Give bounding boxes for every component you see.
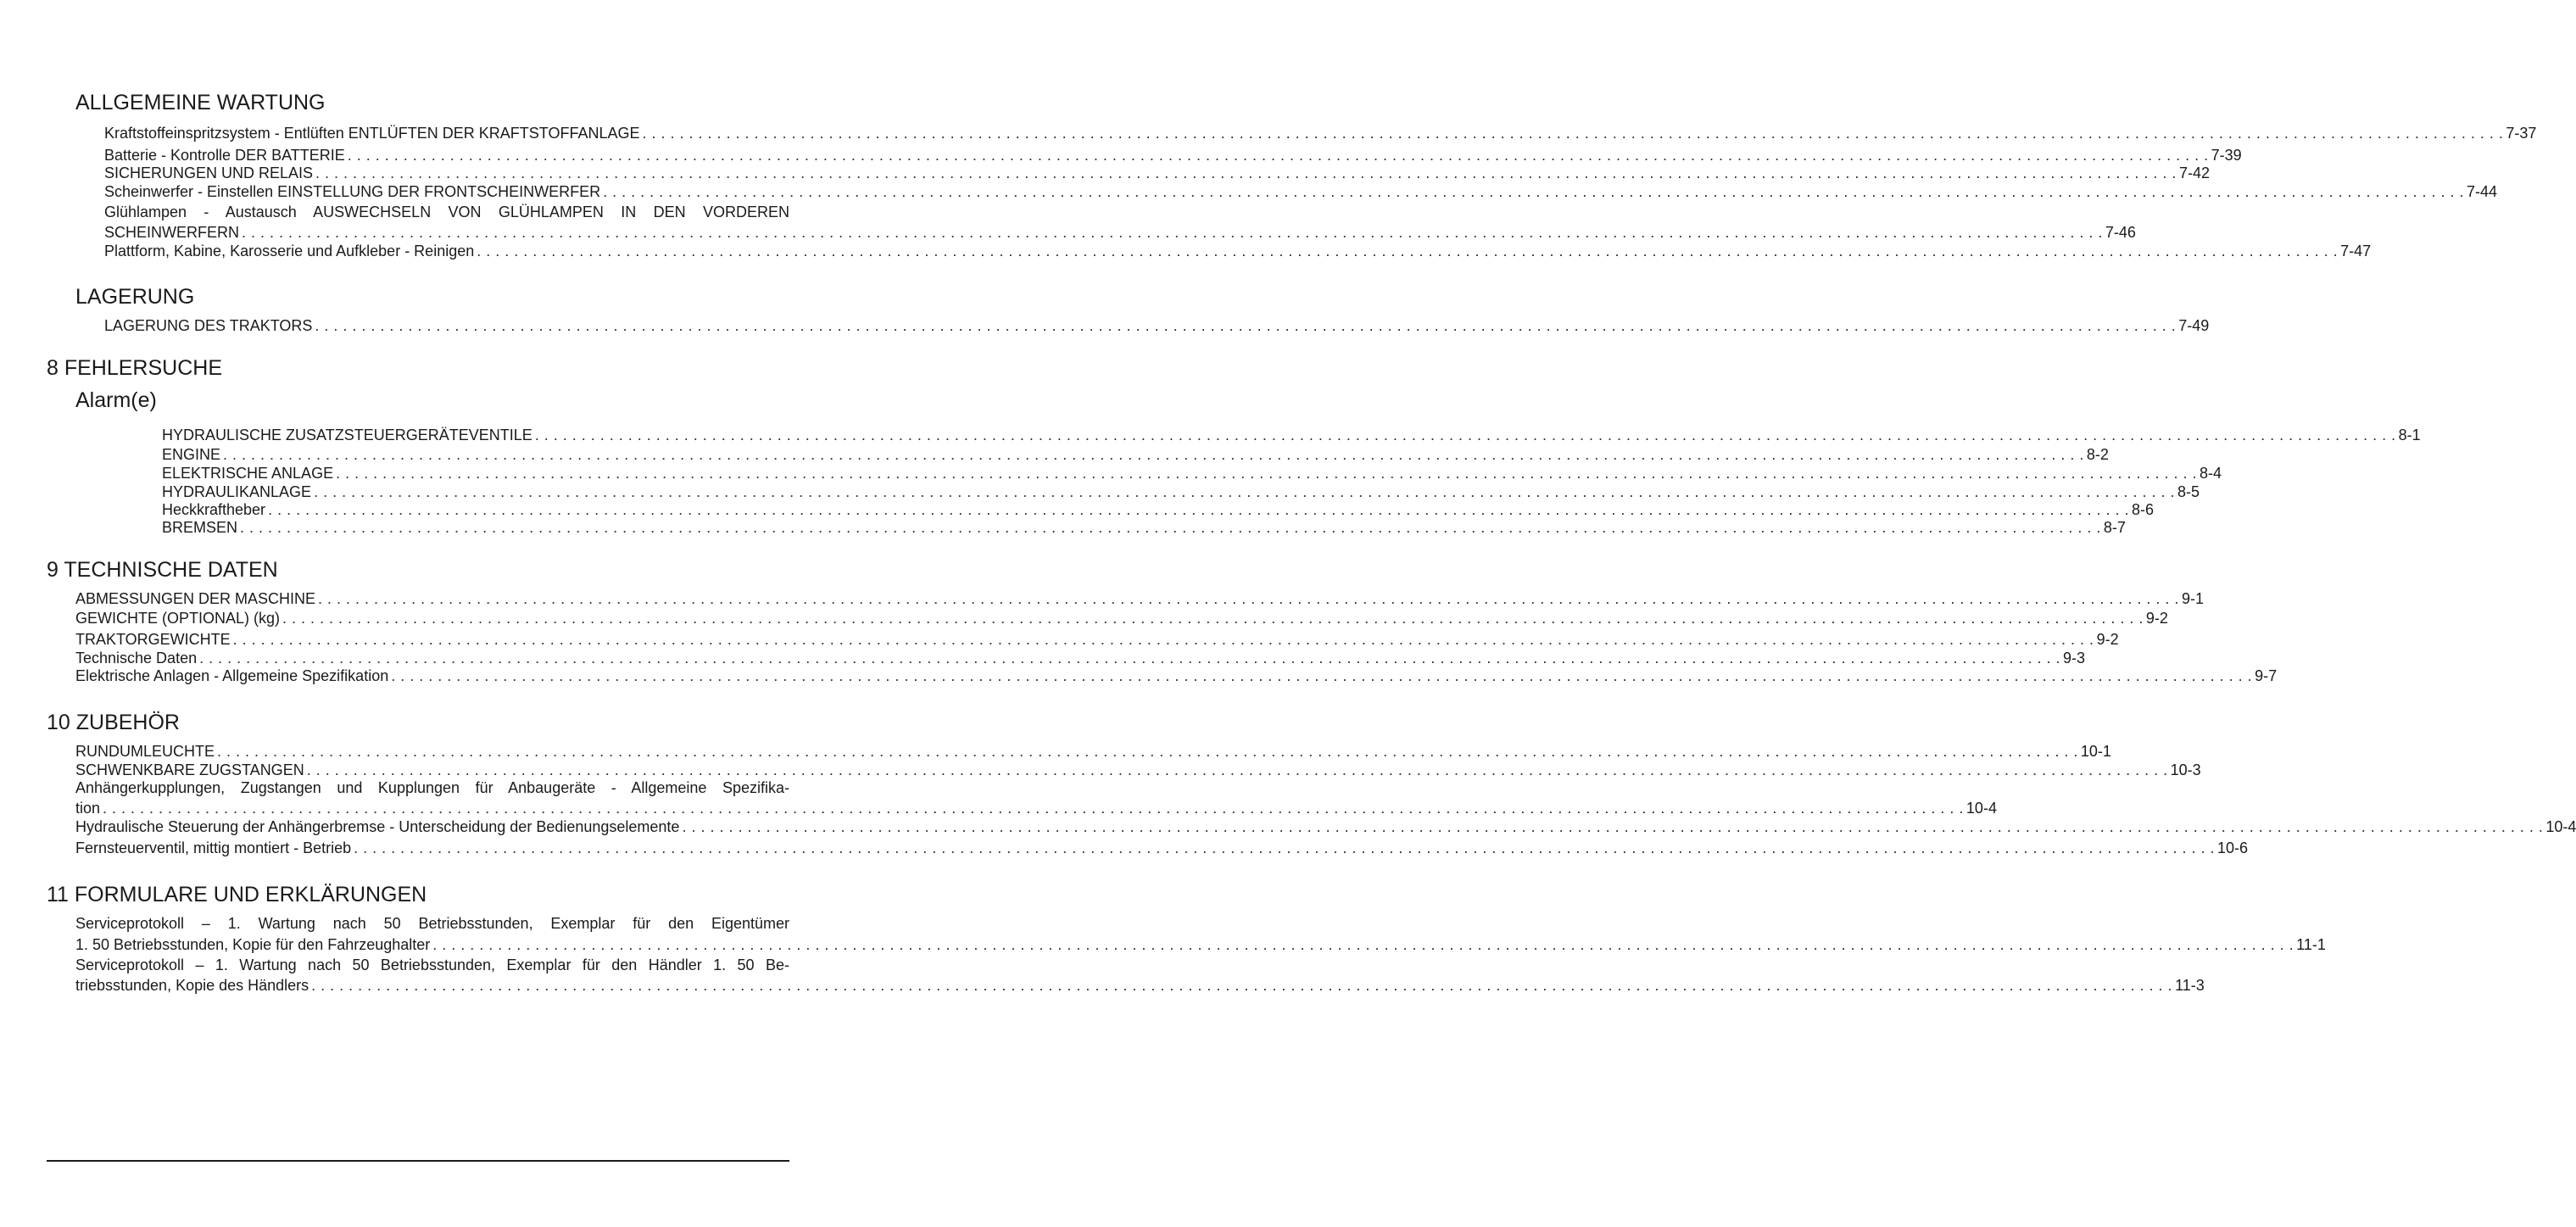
toc-dot-leader: . . . . . . . . . . . . . . . . . . . . . . . . . . . . . . . . . . . . . . . . . . . . . . . . . . . . . . . . . . . . . . . . . . . . . . . . . . . . . . . . . . . . . . . . . . . . . . . . . . . . . . . . . . . . . . . . . . . . . . . . . . . . . . . . . . . . . . . . . . . . . . . . . . . . . . . . . . . . . . . . . . . . . . . . . . . . . . . . . . . . . . . . . . . . . . . . . . . . . . . . bbox=[242, 224, 2103, 241]
subsection-title: Alarm(e) bbox=[75, 388, 157, 412]
section-title: ALLGEMEINE WARTUNG bbox=[75, 91, 326, 114]
toc-entry-title: Plattform, Kabine, Karosserie und Aufkleber - Reinigen bbox=[104, 243, 475, 259]
section-title: 10 ZUBEHÖR bbox=[47, 711, 180, 734]
toc-page-number: 7-49 bbox=[2178, 317, 2210, 334]
toc-page-number: 10-4 bbox=[1965, 800, 1997, 817]
toc-entry-title: triebsstunden, Kopie des Händlers bbox=[75, 977, 309, 994]
toc-entry-title: Heckkraftheber bbox=[162, 501, 266, 518]
toc-entry[interactable] bbox=[75, 742, 2111, 761]
toc-dot-leader: . . . . . . . . . . . . . . . . . . . . . . . . . . . . . . . . . . . . . . . . . . . . . . . . . . . . . . . . . . . . . . . . . . . . . . . . . . . . . . . . . . . . . . . . . . . . . . . . . . . . . . . . . . . . . . . . . . . . . . . . . . . . . . . . . . . . . . . . . . . . . . . . . . . . . . . . . . . . . . . . . . . . . . . . . . . . . . . . . . . . . . . . . . . . . . . . . . . . . . . . bbox=[311, 977, 2173, 994]
toc-entry-title: SCHWENKBARE ZUGSTANGEN bbox=[75, 761, 304, 778]
toc-page-number: 8-7 bbox=[2103, 519, 2126, 536]
toc-entry[interactable] bbox=[75, 761, 2201, 779]
toc-entry-line[interactable]: Anhängerkupplungen, Zugstangen und Kupplungen für Anbaugeräte - Allgemeine Spezifika- bbox=[75, 779, 789, 796]
toc-entry[interactable] bbox=[162, 464, 2222, 482]
toc-entry[interactable] bbox=[75, 839, 2249, 857]
toc-dot-leader: . . . . . . . . . . . . . . . . . . . . . . . . . . . . . . . . . . . . . . . . . . . . . . . . . . . . . . . . . . . . . . . . . . . . . . . . . . . . . . . . . . . . . . . . . . . . . . . . . . . . . . . . . . . . . . . . . . . . . . . . . . . . . . . . . . . . . . . . . . . . . . . . . . . . . . . . . . . . . . . . . . . . . . . . . . . . . . . . . . . . . . . . . . . . . . . . . . . . . . . . bbox=[432, 936, 2294, 953]
toc-entry[interactable] bbox=[75, 630, 2119, 649]
toc-entry[interactable] bbox=[104, 164, 2210, 182]
toc-entry-title: TRAKTORGEWICHTE bbox=[75, 631, 231, 648]
toc-entry-title: Hydraulische Steuerung der Anhängerbremse - Unterscheidung der Bedienungselemente bbox=[75, 818, 680, 835]
section-title: LAGERUNG bbox=[75, 285, 195, 309]
toc-entry[interactable] bbox=[162, 518, 2126, 537]
toc-page-number: 8-5 bbox=[2177, 483, 2200, 500]
toc-entry[interactable] bbox=[104, 242, 2372, 260]
toc-page-number: 9-1 bbox=[2181, 590, 2204, 607]
toc-dot-leader: . . . . . . . . . . . . . . . . . . . . . . . . . . . . . . . . . . . . . . . . . . . . . . . . . . . . . . . . . . . . . . . . . . . . . . . . . . . . . . . . . . . . . . . . . . . . . . . . . . . . . . . . . . . . . . . . . . . . . . . . . . . . . . . . . . . . . . . . . . . . . . . . . . . . . . . . . . . . . . . . . . . . . . . . . . . . . . . . . . . . . . . . . . . . . . . . . . . . . . . . bbox=[217, 743, 2078, 760]
toc-entry-title: Fernsteuerventil, mittig montiert - Betrieb bbox=[75, 839, 352, 856]
toc-entry-line[interactable]: Serviceprotokoll – 1. Wartung nach 50 Betriebsstunden, Exemplar für den Eigentümer bbox=[75, 915, 789, 932]
toc-dot-leader: . . . . . . . . . . . . . . . . . . . . . . . . . . . . . . . . . . . . . . . . . . . . . . . . . . . . . . . . . . . . . . . . . . . . . . . . . . . . . . . . . . . . . . . . . . . . . . . . . . . . . . . . . . . . . . . . . . . . . . . . . . . . . . . . . . . . . . . . . . . . . . . . . . . . . . . . . . . . . . . . . . . . . . . . . . . . . . . . . . . . . . . . . . . . . . . . . . . . . . . . bbox=[282, 610, 2144, 627]
toc-dot-leader: . . . . . . . . . . . . . . . . . . . . . . . . . . . . . . . . . . . . . . . . . . . . . . . . . . . . . . . . . . . . . . . . . . . . . . . . . . . . . . . . . . . . . . . . . . . . . . . . . . . . . . . . . . . . . . . . . . . . . . . . . . . . . . . . . . . . . . . . . . . . . . . . . . . . . . . . . . . . . . . . . . . . . . . . . . . . . . . . . . . . . . . . . . . . . . . . . . . . . . . . bbox=[315, 317, 2177, 334]
toc-entry[interactable] bbox=[75, 817, 2576, 836]
toc-page-number: 7-46 bbox=[2105, 224, 2136, 241]
toc-page-number: 11-3 bbox=[2175, 977, 2205, 994]
toc-entry-line[interactable]: Serviceprotokoll – 1. Wartung nach 50 Betriebsstunden, Exemplar für den Händler 1. 50 Be- bbox=[75, 957, 789, 973]
toc-entry-title: HYDRAULISCHE ZUSATZSTEUERGERÄTEVENTILE bbox=[162, 427, 532, 443]
toc-entry-title: LAGERUNG DES TRAKTORS bbox=[104, 317, 313, 334]
toc-entry[interactable] bbox=[104, 316, 2210, 335]
toc-dot-leader: . . . . . . . . . . . . . . . . . . . . . . . . . . . . . . . . . . . . . . . . . . . . . . . . . . . . . . . . . . . . . . . . . . . . . . . . . . . . . . . . . . . . . . . . . . . . . . . . . . . . . . . . . . . . . . . . . . . . . . . . . . . . . . . . . . . . . . . . . . . . . . . . . . . . . . . . . . . . . . . . . . . . . . . . . . . . . . . . . . . . . . . . . . . . . . . . . . . . . . . . bbox=[223, 446, 2084, 463]
toc-page-number: 8-1 bbox=[2398, 427, 2421, 443]
toc-dot-leader: . . . . . . . . . . . . . . . . . . . . . . . . . . . . . . . . . . . . . . . . . . . . . . . . . . . . . . . . . . . . . . . . . . . . . . . . . . . . . . . . . . . . . . . . . . . . . . . . . . . . . . . . . . . . . . . . . . . . . . . . . . . . . . . . . . . . . . . . . . . . . . . . . . . . . . . . . . . . . . . . . . . . . . . . . . . . . . . . . . . . . . . . . . . . . . . . . . . . . . . . bbox=[354, 839, 2216, 856]
toc-entry-title: Technische Daten bbox=[75, 650, 198, 666]
toc-entry-title: Kraftstoffeinspritzsystem - Entlüften ENTLÜFTEN DER KRAFTSTOFFANLAGE bbox=[104, 125, 640, 142]
toc-page-number: 10-6 bbox=[2217, 839, 2249, 856]
section-title: 11 FORMULARE UND ERKLÄRUNGEN bbox=[47, 883, 427, 906]
toc-entry-title: HYDRAULIKANLAGE bbox=[162, 483, 312, 500]
toc-page-number: 9-7 bbox=[2255, 667, 2278, 684]
toc-dot-leader: . . . . . . . . . . . . . . . . . . . . . . . . . . . . . . . . . . . . . . . . . . . . . . . . . . . . . . . . . . . . . . . . . . . . . . . . . . . . . . . . . . . . . . . . . . . . . . . . . . . . . . . . . . . . . . . . . . . . . . . . . . . . . . . . . . . . . . . . . . . . . . . . . . . . . . . . . . . . . . . . . . . . . . . . . . . . . . . . . . . . . . . . . . . . . . . . . . . . . . . . bbox=[391, 667, 2253, 684]
toc-dot-leader: . . . . . . . . . . . . . . . . . . . . . . . . . . . . . . . . . . . . . . . . . . . . . . . . . . . . . . . . . . . . . . . . . . . . . . . . . . . . . . . . . . . . . . . . . . . . . . . . . . . . . . . . . . . . . . . . . . . . . . . . . . . . . . . . . . . . . . . . . . . . . . . . . . . . . . . . . . . . . . . . . . . . . . . . . . . . . . . . . . . . . . . . . . . . . . . . . . . . . . . . bbox=[603, 183, 2465, 200]
toc-entry[interactable] bbox=[162, 482, 2200, 501]
toc-entry[interactable] bbox=[162, 426, 2421, 444]
toc-entry-title: BREMSEN bbox=[162, 519, 238, 536]
toc-page-number: 8-4 bbox=[2199, 465, 2222, 482]
toc-page-number: 10-1 bbox=[2080, 743, 2111, 760]
toc-dot-leader: . . . . . . . . . . . . . . . . . . . . . . . . . . . . . . . . . . . . . . . . . . . . . . . . . . . . . . . . . . . . . . . . . . . . . . . . . . . . . . . . . . . . . . . . . . . . . . . . . . . . . . . . . . . . . . . . . . . . . . . . . . . . . . . . . . . . . . . . . . . . . . . . . . . . . . . . . . . . . . . . . . . . . . . . . . . . . . . . . . . . . . . . . . . . . . . . . . . . . . . . bbox=[682, 818, 2544, 835]
toc-entry-title: Elektrische Anlagen - Allgemeine Spezifikation bbox=[75, 667, 389, 684]
toc-entry-title: SICHERUNGEN UND RELAIS bbox=[104, 165, 314, 181]
toc-entry[interactable] bbox=[75, 799, 1997, 817]
toc-dot-leader: . . . . . . . . . . . . . . . . . . . . . . . . . . . . . . . . . . . . . . . . . . . . . . . . . . . . . . . . . . . . . . . . . . . . . . . . . . . . . . . . . . . . . . . . . . . . . . . . . . . . . . . . . . . . . . . . . . . . . . . . . . . . . . . . . . . . . . . . . . . . . . . . . . . . . . . . . . . . . . . . . . . . . . . . . . . . . . . . . . . . . . . . . . . . . . . . . . . . . . . . bbox=[232, 631, 2094, 648]
toc-entry[interactable] bbox=[104, 182, 2498, 201]
toc-page-number: 8-6 bbox=[2131, 501, 2154, 518]
toc-entry[interactable] bbox=[75, 609, 2168, 627]
toc-page-number: 7-42 bbox=[2178, 165, 2210, 181]
toc-entry-title: Scheinwerfer - Einstellen EINSTELLUNG DER FRONTSCHEINWERFER bbox=[104, 183, 601, 200]
toc-entry-title: GEWICHTE (OPTIONAL) (kg) bbox=[75, 610, 281, 627]
toc-dot-leader: . . . . . . . . . . . . . . . . . . . . . . . . . . . . . . . . . . . . . . . . . . . . . . . . . . . . . . . . . . . . . . . . . . . . . . . . . . . . . . . . . . . . . . . . . . . . . . . . . . . . . . . . . . . . . . . . . . . . . . . . . . . . . . . . . . . . . . . . . . . . . . . . . . . . . . . . . . . . . . . . . . . . . . . . . . . . . . . . . . . . . . . . . . . . . . . . . . . . . . . . bbox=[477, 243, 2339, 259]
toc-entry-title: ELEKTRISCHE ANLAGE bbox=[162, 465, 334, 482]
toc-page-number: 9-2 bbox=[2145, 610, 2168, 627]
toc-dot-leader: . . . . . . . . . . . . . . . . . . . . . . . . . . . . . . . . . . . . . . . . . . . . . . . . . . . . . . . . . . . . . . . . . . . . . . . . . . . . . . . . . . . . . . . . . . . . . . . . . . . . . . . . . . . . . . . . . . . . . . . . . . . . . . . . . . . . . . . . . . . . . . . . . . . . . . . . . . . . . . . . . . . . . . . . . . . . . . . . . . . . . . . . . . . . . . . . . . . . . . . . bbox=[347, 147, 2209, 164]
toc-entry[interactable] bbox=[75, 976, 2205, 995]
toc-dot-leader: . . . . . . . . . . . . . . . . . . . . . . . . . . . . . . . . . . . . . . . . . . . . . . . . . . . . . . . . . . . . . . . . . . . . . . . . . . . . . . . . . . . . . . . . . . . . . . . . . . . . . . . . . . . . . . . . . . . . . . . . . . . . . . . . . . . . . . . . . . . . . . . . . . . . . . . . . . . . . . . . . . . . . . . . . . . . . . . . . . . . . . . . . . . . . . . . . . . . . . . . bbox=[642, 125, 2504, 142]
toc-dot-leader: . . . . . . . . . . . . . . . . . . . . . . . . . . . . . . . . . . . . . . . . . . . . . . . . . . . . . . . . . . . . . . . . . . . . . . . . . . . . . . . . . . . . . . . . . . . . . . . . . . . . . . . . . . . . . . . . . . . . . . . . . . . . . . . . . . . . . . . . . . . . . . . . . . . . . . . . . . . . . . . . . . . . . . . . . . . . . . . . . . . . . . . . . . . . . . . . . . . . . . . . bbox=[103, 800, 1964, 817]
toc-entry[interactable] bbox=[75, 649, 2085, 667]
toc-entry[interactable] bbox=[162, 500, 2154, 519]
toc-dot-leader: . . . . . . . . . . . . . . . . . . . . . . . . . . . . . . . . . . . . . . . . . . . . . . . . . . . . . . . . . . . . . . . . . . . . . . . . . . . . . . . . . . . . . . . . . . . . . . . . . . . . . . . . . . . . . . . . . . . . . . . . . . . . . . . . . . . . . . . . . . . . . . . . . . . . . . . . . . . . . . . . . . . . . . . . . . . . . . . . . . . . . . . . . . . . . . . . . . . . . . . . bbox=[336, 465, 2197, 482]
toc-page-number: 10-4 bbox=[2545, 818, 2576, 835]
toc-entry[interactable] bbox=[104, 146, 2242, 165]
toc-page-number: 7-39 bbox=[2211, 147, 2242, 164]
toc-dot-leader: . . . . . . . . . . . . . . . . . . . . . . . . . . . . . . . . . . . . . . . . . . . . . . . . . . . . . . . . . . . . . . . . . . . . . . . . . . . . . . . . . . . . . . . . . . . . . . . . . . . . . . . . . . . . . . . . . . . . . . . . . . . . . . . . . . . . . . . . . . . . . . . . . . . . . . . . . . . . . . . . . . . . . . . . . . . . . . . . . . . . . . . . . . . . . . . . . . . . . . . . bbox=[240, 519, 2101, 536]
toc-page-number: 8-2 bbox=[2086, 446, 2109, 463]
toc-page-number: 11-1 bbox=[2296, 936, 2326, 953]
toc-entry-title: ABMESSUNGEN DER MASCHINE bbox=[75, 590, 316, 607]
toc-entry[interactable] bbox=[75, 935, 2326, 954]
toc-entry[interactable] bbox=[162, 445, 2109, 464]
toc-entry[interactable] bbox=[75, 666, 2278, 685]
footer-divider bbox=[47, 1160, 789, 1162]
toc-dot-leader: . . . . . . . . . . . . . . . . . . . . . . . . . . . . . . . . . . . . . . . . . . . . . . . . . . . . . . . . . . . . . . . . . . . . . . . . . . . . . . . . . . . . . . . . . . . . . . . . . . . . . . . . . . . . . . . . . . . . . . . . . . . . . . . . . . . . . . . . . . . . . . . . . . . . . . . . . . . . . . . . . . . . . . . . . . . . . . . . . . . . . . . . . . . . . . . . . . . . . . . . bbox=[315, 165, 2177, 181]
toc-dot-leader: . . . . . . . . . . . . . . . . . . . . . . . . . . . . . . . . . . . . . . . . . . . . . . . . . . . . . . . . . . . . . . . . . . . . . . . . . . . . . . . . . . . . . . . . . . . . . . . . . . . . . . . . . . . . . . . . . . . . . . . . . . . . . . . . . . . . . . . . . . . . . . . . . . . . . . . . . . . . . . . . . . . . . . . . . . . . . . . . . . . . . . . . . . . . . . . . . . . . . . . . bbox=[268, 501, 2129, 518]
toc-dot-leader: . . . . . . . . . . . . . . . . . . . . . . . . . . . . . . . . . . . . . . . . . . . . . . . . . . . . . . . . . . . . . . . . . . . . . . . . . . . . . . . . . . . . . . . . . . . . . . . . . . . . . . . . . . . . . . . . . . . . . . . . . . . . . . . . . . . . . . . . . . . . . . . . . . . . . . . . . . . . . . . . . . . . . . . . . . . . . . . . . . . . . . . . . . . . . . . . . . . . . . . . bbox=[306, 761, 2168, 778]
toc-entry-title: 1. 50 Betriebsstunden, Kopie für den Fahrzeughalter bbox=[75, 936, 431, 953]
toc-page-number: 9-2 bbox=[2096, 631, 2119, 648]
toc-entry[interactable] bbox=[75, 589, 2204, 608]
toc-entry-line[interactable]: Glühlampen - Austausch AUSWECHSELN VON GLÜHLAMPEN IN DEN VORDEREN bbox=[104, 204, 789, 220]
toc-entry-title: RUNDUMLEUCHTE bbox=[75, 743, 215, 760]
section-title: 9 TECHNISCHE DATEN bbox=[47, 558, 278, 582]
toc-dot-leader: . . . . . . . . . . . . . . . . . . . . . . . . . . . . . . . . . . . . . . . . . . . . . . . . . . . . . . . . . . . . . . . . . . . . . . . . . . . . . . . . . . . . . . . . . . . . . . . . . . . . . . . . . . . . . . . . . . . . . . . . . . . . . . . . . . . . . . . . . . . . . . . . . . . . . . . . . . . . . . . . . . . . . . . . . . . . . . . . . . . . . . . . . . . . . . . . . . . . . . . . bbox=[534, 427, 2396, 443]
toc-entry-title: SCHEINWERFERN bbox=[104, 224, 240, 241]
toc-entry-title: Batterie - Kontrolle DER BATTERIE bbox=[104, 147, 345, 164]
toc-page-number: 7-47 bbox=[2340, 243, 2372, 259]
section-title: 8 FEHLERSUCHE bbox=[47, 356, 222, 380]
toc-entry[interactable] bbox=[104, 124, 2537, 142]
toc-entry-title: tion bbox=[75, 800, 101, 817]
toc-page-number: 9-3 bbox=[2062, 650, 2085, 666]
toc-dot-leader: . . . . . . . . . . . . . . . . . . . . . . . . . . . . . . . . . . . . . . . . . . . . . . . . . . . . . . . . . . . . . . . . . . . . . . . . . . . . . . . . . . . . . . . . . . . . . . . . . . . . . . . . . . . . . . . . . . . . . . . . . . . . . . . . . . . . . . . . . . . . . . . . . . . . . . . . . . . . . . . . . . . . . . . . . . . . . . . . . . . . . . . . . . . . . . . . . . . . . . . . bbox=[318, 590, 2179, 607]
toc-entry[interactable] bbox=[104, 223, 2136, 242]
toc-page-number: 10-3 bbox=[2170, 761, 2201, 778]
toc-dot-leader: . . . . . . . . . . . . . . . . . . . . . . . . . . . . . . . . . . . . . . . . . . . . . . . . . . . . . . . . . . . . . . . . . . . . . . . . . . . . . . . . . . . . . . . . . . . . . . . . . . . . . . . . . . . . . . . . . . . . . . . . . . . . . . . . . . . . . . . . . . . . . . . . . . . . . . . . . . . . . . . . . . . . . . . . . . . . . . . . . . . . . . . . . . . . . . . . . . . . . . . . bbox=[199, 650, 2060, 666]
toc-page-number: 7-44 bbox=[2467, 183, 2498, 200]
toc-page-number: 7-37 bbox=[2506, 125, 2537, 142]
toc-entry-title: ENGINE bbox=[162, 446, 221, 463]
toc-dot-leader: . . . . . . . . . . . . . . . . . . . . . . . . . . . . . . . . . . . . . . . . . . . . . . . . . . . . . . . . . . . . . . . . . . . . . . . . . . . . . . . . . . . . . . . . . . . . . . . . . . . . . . . . . . . . . . . . . . . . . . . . . . . . . . . . . . . . . . . . . . . . . . . . . . . . . . . . . . . . . . . . . . . . . . . . . . . . . . . . . . . . . . . . . . . . . . . . . . . . . . . . bbox=[314, 483, 2175, 500]
